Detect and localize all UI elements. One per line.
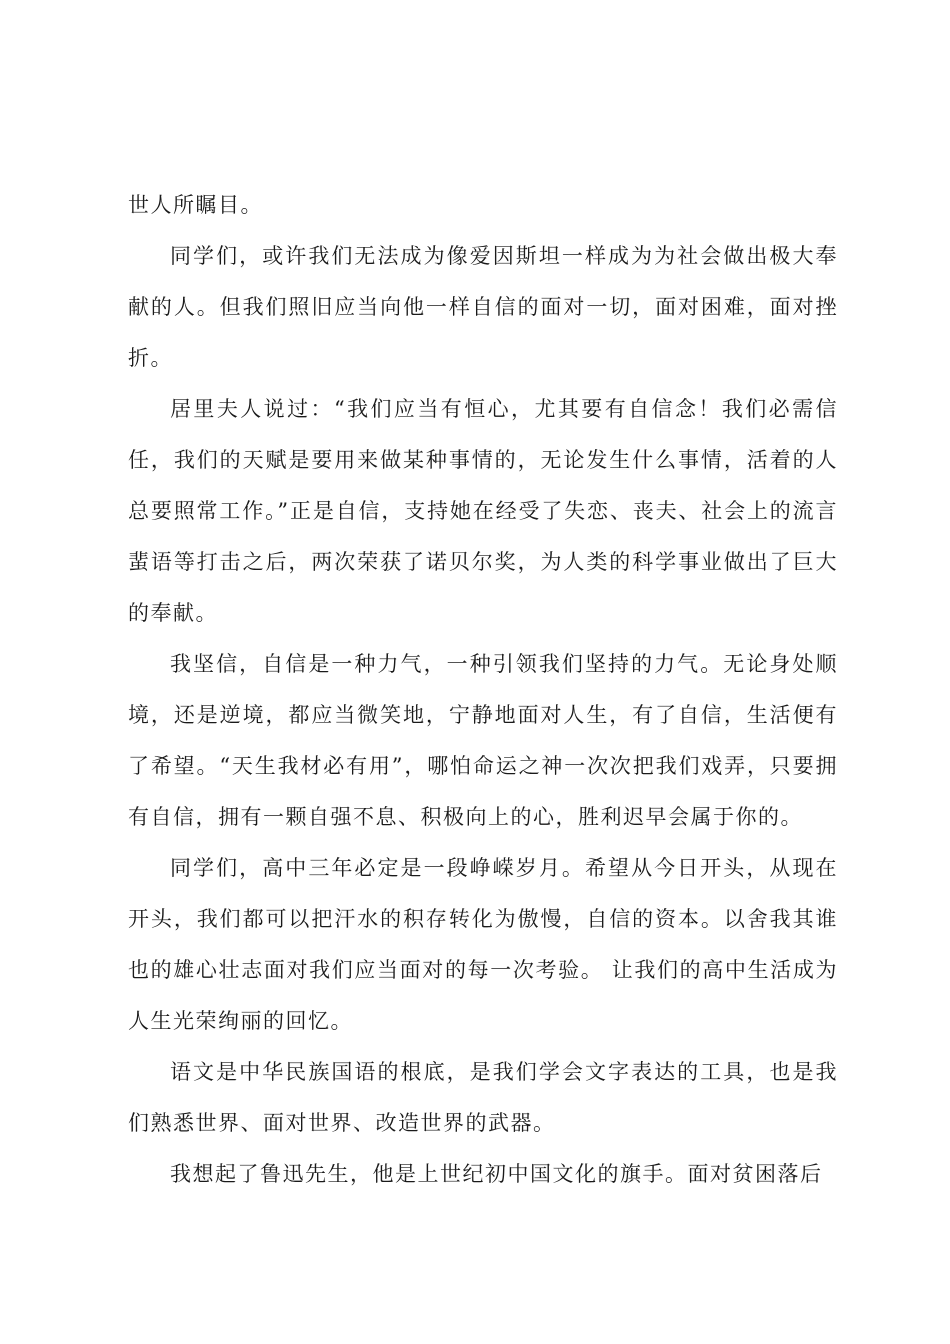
paragraph: 居里夫人说过：“我们应当有恒心，尤其要有自信念！我们必需信任，我们的天赋是要用来做某种事情的，无论发生什么事情，活着的人总要照常工作。”正是自信，支持她在经受了失恋、丧夫、社会上的流言蜚语等打击之后，两次荣获了诺贝尔奖，为人类的科学事业做出了巨大的奉献。: [128, 397, 838, 625]
paragraph-continuation: 世人所瞩目。: [128, 193, 263, 217]
paragraph: 我坚信，自信是一种力气，一种引领我们坚持的力气。无论身处顺境，还是逆境，都应当微笑地，宁静地面对人生，有了自信，生活便有了希望。“天生我材必有用”，哪怕命运之神一次次把我们戏弄，只要拥有自信，拥有一颗自强不息、积极向上的心，胜利迟早会属于你的。: [128, 652, 838, 829]
paragraph: 语文是中华民族国语的根底，是我们学会文字表达的工具，也是我们熟悉世界、面对世界、改造世界的武器。: [128, 1060, 838, 1135]
document-body: [128, 180, 838, 1200]
paragraph: 同学们，或许我们无法成为像爱因斯坦一样成为为社会做出极大奉献的人。但我们照旧应当向他一样自信的面对一切，面对困难，面对挫折。: [128, 244, 838, 370]
paragraph: 我想起了鲁迅先生，他是上世纪初中国文化的旗手。面对贫困落后: [170, 1162, 823, 1186]
paragraph: 同学们，高中三年必定是一段峥嵘岁月。希望从今日开头，从现在开头，我们都可以把汗水的积存转化为傲慢，自信的资本。以舍我其谁也的雄心壮志面对我们应当面对的每一次考验。 让我们的高中生活成为人生光荣绚丽的回忆。: [128, 856, 838, 1033]
